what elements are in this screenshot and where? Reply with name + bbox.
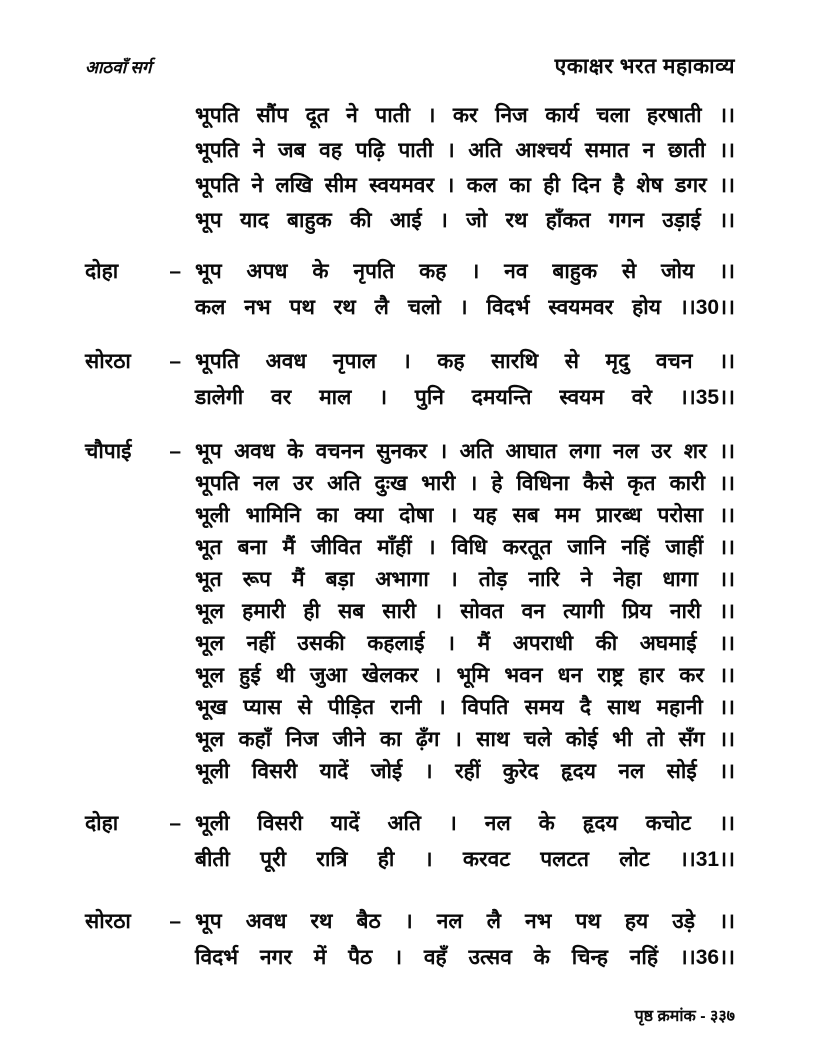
verse-block-chaupai bbox=[85, 436, 735, 788]
verse-line: भूप अवध के वचनन सुनकर । अति आघात लगा नल उर शर ।। bbox=[195, 440, 735, 463]
verse-block-sortha-36 bbox=[85, 904, 735, 976]
verse-line: विदर्भ नगर में पैठ । वहँ उत्सव के चिन्ह नहिं ।।36।। bbox=[195, 946, 735, 969]
verse-line: भूली विसरी यादें जोई । रहीं कुरेद हृदय नल सोई ।। bbox=[195, 760, 735, 783]
verse-block-head bbox=[85, 344, 195, 380]
verse-line: भूत बना मैं जीवित माँहीं । विधि करतूत जानि नहिं जाहीं ।। bbox=[195, 536, 735, 559]
verse-block-head bbox=[85, 436, 195, 468]
dash: – bbox=[169, 812, 181, 835]
dash: – bbox=[169, 260, 181, 283]
verse-line: भूल हुई थी जुआ खेलकर । भूमि भवन धन राष्ट्र हार कर ।। bbox=[195, 664, 735, 687]
verse-label: सोरठा bbox=[85, 910, 131, 933]
verse-line: भूली विसरी यादें अति । नल के हृदय कचोट ।। bbox=[195, 812, 735, 835]
verse-line: भूपति अवध नृपाल । कह सारथि से मृदु वचन ।। bbox=[195, 350, 735, 373]
verse-line: भूपति ने लखि सीम स्वयमवर । कल का ही दिन है शेष डगर ।। bbox=[195, 174, 735, 197]
verse-block-doha-31 bbox=[85, 806, 735, 878]
verse-lines bbox=[195, 98, 735, 238]
verse-line: डालेगी वर माल । पुनि दमयन्ति स्वयम वरे ।।35।। bbox=[195, 386, 735, 409]
verse-label: दोहा bbox=[85, 260, 119, 283]
verse-lines bbox=[195, 344, 735, 416]
dash: – bbox=[169, 440, 181, 463]
verse-line: भूल हमारी ही सब सारी । सोवत वन त्यागी प्रिय नारी ।। bbox=[195, 600, 735, 623]
verse-line: भूपति ने जब वह पढ़ि पाती । अति आश्चर्य समात न छाती ।। bbox=[195, 139, 735, 162]
verse-lines bbox=[195, 806, 735, 878]
verse-line: भूल नहीं उसकी कहलाई । मैं अपराधी की अघमाई ।। bbox=[195, 632, 735, 655]
verse-block-head bbox=[85, 254, 195, 290]
verse-block-continued bbox=[85, 98, 735, 238]
dash: – bbox=[169, 350, 181, 373]
book-title: एकाक्षर भरत महाकाव्य bbox=[554, 55, 735, 78]
page-number: पृष्ठ क्रमांक - ३३७ bbox=[634, 1008, 735, 1025]
verse-block-doha-30 bbox=[85, 254, 735, 326]
chapter-title: आठवाँ सर्ग bbox=[85, 58, 152, 77]
verse-lines bbox=[195, 254, 735, 326]
verse-block-head bbox=[85, 904, 195, 940]
verse-line: कल नभ पथ रथ लै चलो । विदर्भ स्वयमवर होय ।।30।। bbox=[195, 296, 735, 319]
page-header bbox=[85, 52, 735, 82]
verse-lines bbox=[195, 904, 735, 976]
verse-block-head bbox=[85, 806, 195, 842]
verse-line: भूप याद बाहुक की आई । जो रथ हाँकत गगन उड़ाई ।। bbox=[195, 209, 735, 232]
verse-line: भूपति नल उर अति दुःख भारी । हे विधिना कैसे कृत कारी ।। bbox=[195, 472, 735, 495]
verse-line: भूली भामिनि का क्या दोषा । यह सब मम प्रारब्ध परोसा ।। bbox=[195, 504, 735, 527]
verse-line: बीती पूरी रात्रि ही । करवट पलटत लोट ।।31।। bbox=[195, 848, 735, 871]
verse-line: भूप अपध के नृपति कह । नव बाहुक से जोय ।। bbox=[195, 260, 735, 283]
verse-line: भूपति सौंप दूत ने पाती । कर निज कार्य चला हरषाती ।। bbox=[195, 104, 735, 127]
verse-line: भूप अवध रथ बैठ । नल लै नभ पथ हय उड़े ।। bbox=[195, 910, 735, 933]
verse-line: भूल कहाँ निज जीने का ढ़ँग । साथ चले कोई भी तो सँग ।। bbox=[195, 728, 735, 751]
page-footer bbox=[85, 1004, 735, 1026]
dash: – bbox=[169, 910, 181, 933]
verse-label: सोरठा bbox=[85, 350, 131, 373]
verse-lines bbox=[195, 436, 735, 788]
verse-label: चौपाई bbox=[85, 440, 132, 463]
verse-line: भूख प्यास से पीड़ित रानी । विपति समय दै साथ महानी ।। bbox=[195, 696, 735, 719]
verse-label: दोहा bbox=[85, 812, 119, 835]
verse-line: भूत रूप मैं बड़ा अभागा । तोड़ नारि ने नेहा धागा ।। bbox=[195, 568, 735, 591]
verse-block-sortha-35 bbox=[85, 344, 735, 416]
